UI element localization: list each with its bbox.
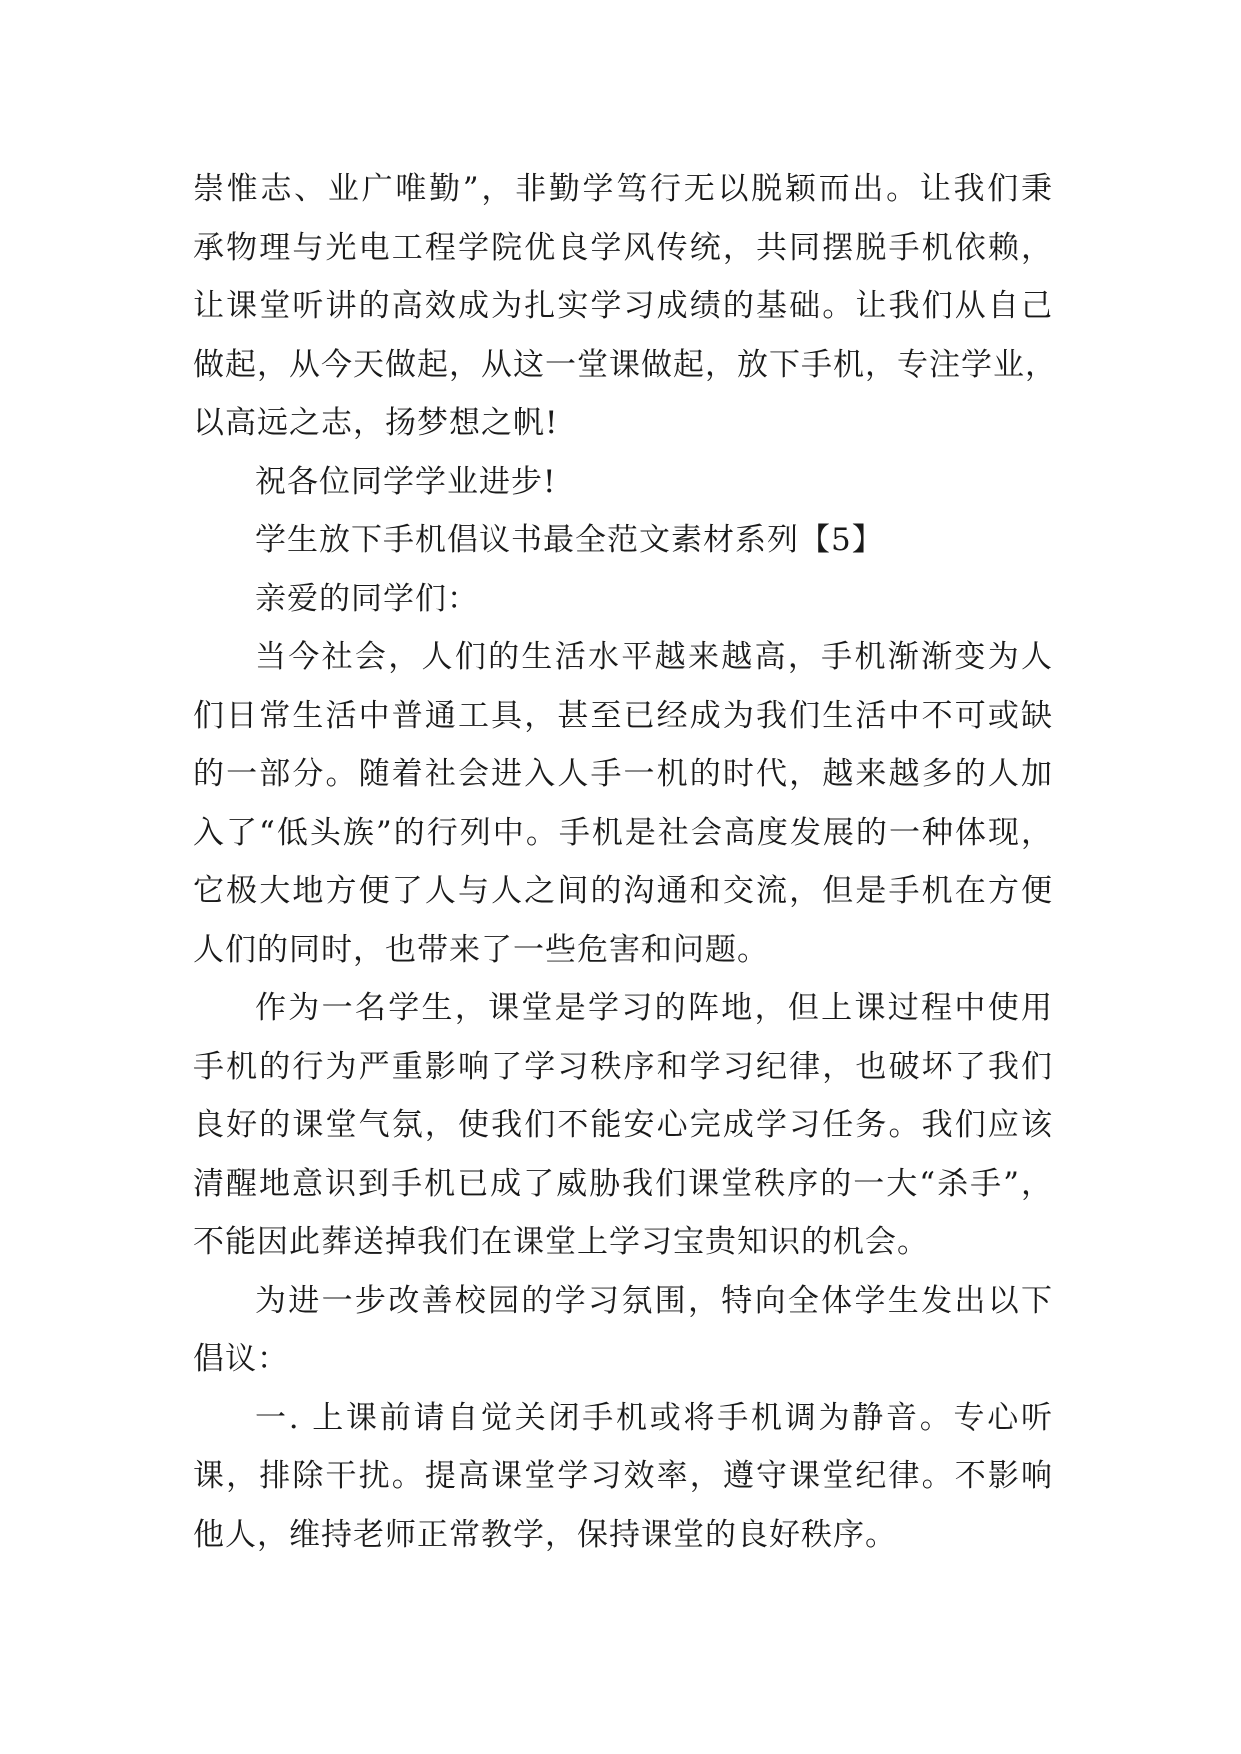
text-line: 课，排除干扰。提高课堂学习效率，遵守课堂纪律。不影响 [193, 1458, 1053, 1494]
text-line: 手机的行为严重影响了学习秩序和学习纪律，也破坏了我们 [193, 1048, 1053, 1085]
section-heading: 学生放下手机倡议书最全范文素材系列【5】 [255, 522, 884, 558]
body-text [193, 160, 1057, 1564]
text-line: 它极大地方便了人与人之间的沟通和交流，但是手机在方便 [193, 873, 1053, 909]
text-line: 的一部分。随着社会进入人手一机的时代，越来越多的人加 [193, 756, 1053, 792]
text-line: 不能因此葬送掉我们在课堂上学习宝贵知识的机会。 [193, 1224, 929, 1260]
text-line: 让课堂听讲的高效成为扎实学习成绩的基础。让我们从自己 [193, 288, 1053, 324]
text-line: 他人，维持老师正常教学，保持课堂的良好秩序。 [193, 1516, 897, 1553]
salutation: 亲爱的同学们： [255, 580, 479, 617]
text-line: 当今社会，人们的生活水平越来越高，手机渐渐变为人 [255, 639, 1053, 675]
text-line: 崇惟志、业广唯勤”，非勤学笃行无以脱颖而出。让我们秉 [193, 171, 1053, 207]
text-line: 人们的同时，也带来了一些危害和问题。 [193, 931, 769, 968]
text-line: 入了“低头族”的行列中。手机是社会高度发展的一种体现， [193, 814, 1053, 851]
text-line: 作为一名学生，课堂是学习的阵地，但上课过程中使用 [255, 990, 1053, 1026]
text-line: 承物理与光电工程学院优良学风传统，共同摆脱手机依赖， [193, 229, 1053, 266]
text-line: 一. 上课前请自觉关闭手机或将手机调为静音。专心听 [255, 1399, 1053, 1436]
text-line: 清醒地意识到手机已成了威胁我们课堂秩序的一大“杀手”， [193, 1165, 1053, 1202]
text-line: 祝各位同学学业进步! [255, 463, 557, 500]
text-line: 做起，从今天做起，从这一堂课做起，放下手机，专注学业， [193, 346, 1057, 383]
text-line: 倡议： [193, 1341, 289, 1377]
text-line: 为进一步改善校园的学习氛围，特向全体学生发出以下 [255, 1282, 1053, 1319]
text-line: 以高远之志，扬梦想之帆! [193, 405, 559, 441]
text-line: 们日常生活中普通工具，甚至已经成为我们生活中不可或缺 [193, 697, 1053, 734]
text-line: 良好的课堂气氛，使我们不能安心完成学习任务。我们应该 [193, 1107, 1053, 1143]
